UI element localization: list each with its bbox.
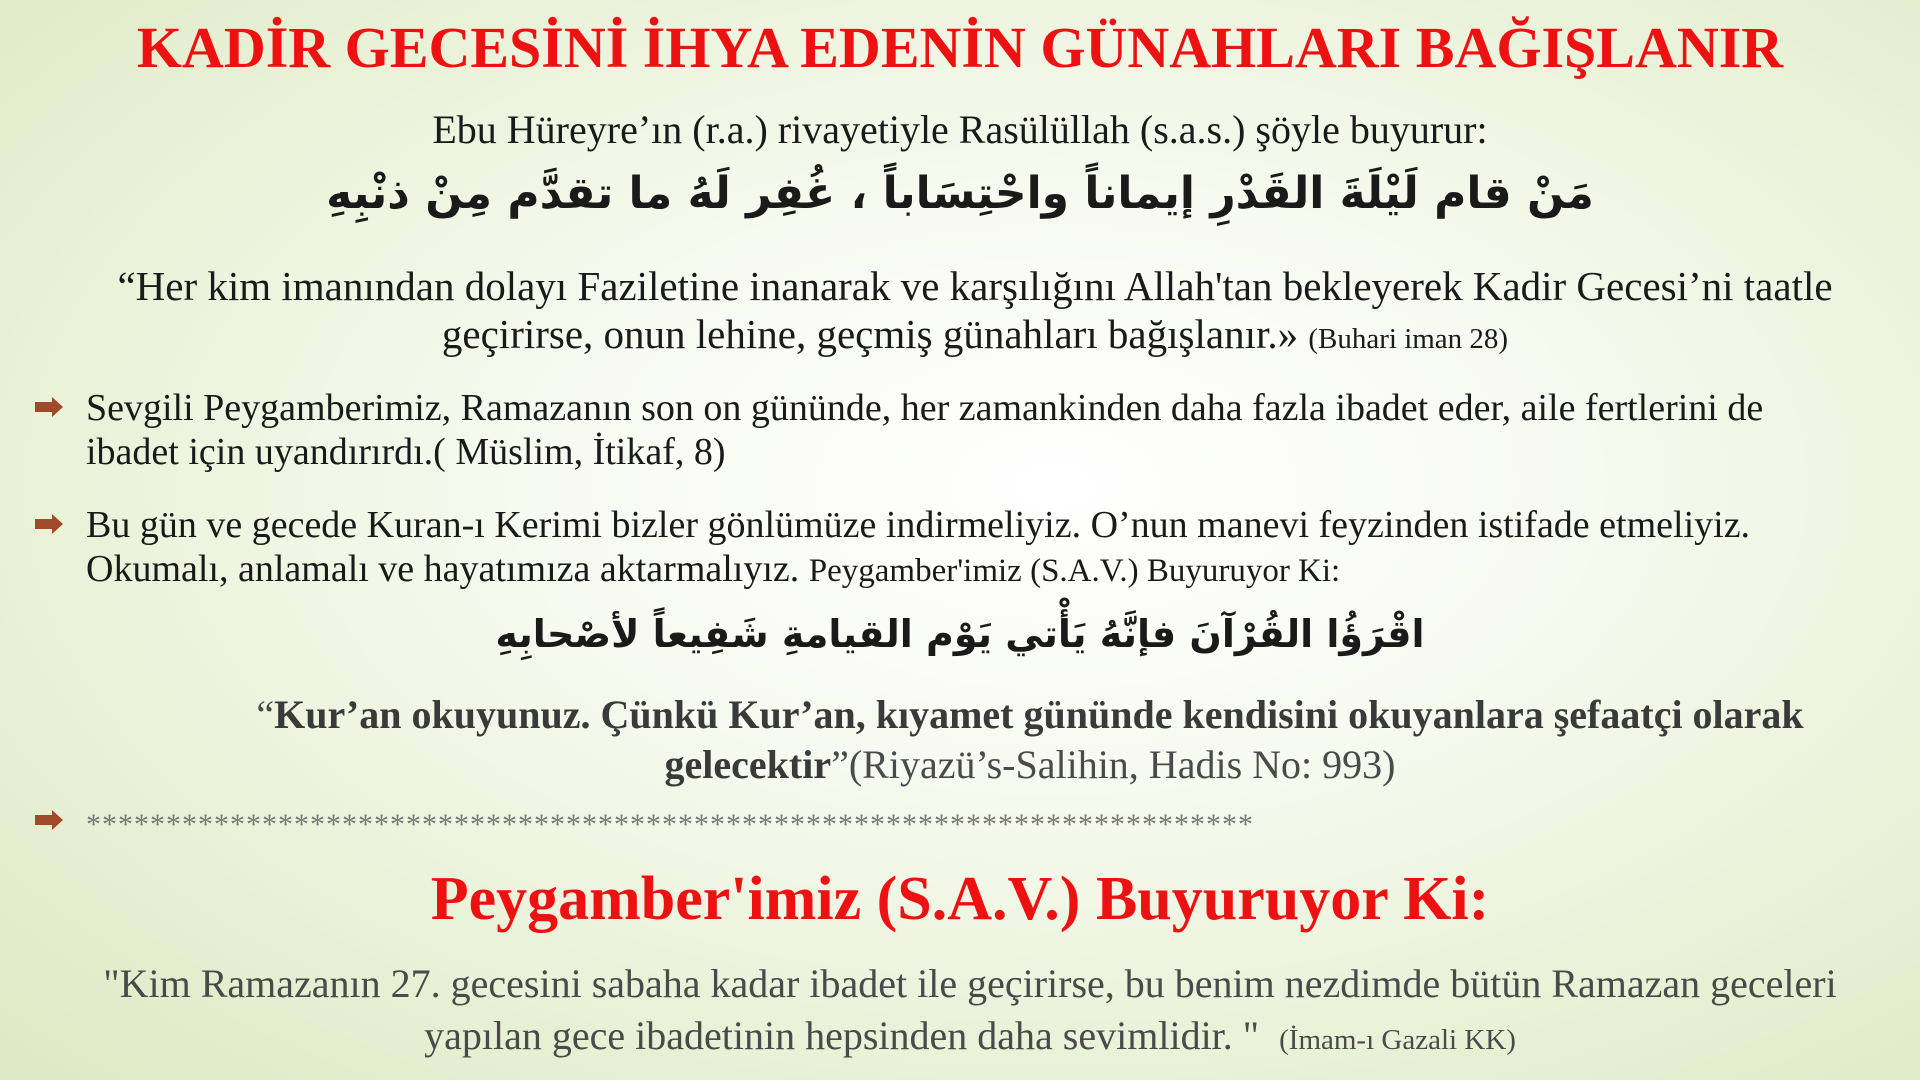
quote-open: “ xyxy=(256,692,275,737)
bullet-text-main: Bu gün ve gecede Kuran-ı Kerimi bizler gönlümüze indirmeliyiz. O’nun manevi feyzinden istifade etmeliyiz. Okumalı, anlamalı ve hayatımıza aktarmalıyız. xyxy=(86,504,1751,590)
bullet-item xyxy=(34,503,1834,593)
quote-gazali xyxy=(90,958,1850,1066)
bullet-item xyxy=(34,386,1834,474)
hadith-source-1: (Buhari iman 28) xyxy=(1308,323,1509,355)
bullet-text xyxy=(86,503,1834,593)
slide-title: KADİR GECESİNİ İHYA EDENİN GÜNAHLARI BAĞIŞLANIR xyxy=(136,15,1784,80)
hadith-source-2: ”(Riyazü’s-Salihin, Hadis No: 993) xyxy=(831,742,1396,787)
arrow-bullet-icon xyxy=(34,809,64,831)
hadith-arabic-2: اقْرَؤُا القُرْآنَ فإنَّهُ يَأْتي يَوْم القيامةِ شَفِيعاً لأصْحابِهِ xyxy=(495,612,1425,656)
bullet-item xyxy=(34,803,1834,847)
quote-gazali-text: "Kim Ramazanın 27. gecesini sabaha kadar ibadet ile geçirirse, bu benim nezdimde bütün Ramazan geceleri yapılan gece ibadetinin hepsinden daha sevimlidir. " xyxy=(103,961,1837,1058)
hadith-translation-2-bold: Kur’an okuyunuz. Çünkü Kur’an, kıyamet gününde kendisini okuyanlara şefaatçi olarak gelecektir xyxy=(274,692,1804,787)
hadith-translation-1 xyxy=(110,262,1840,363)
section-heading: Peygamber'imiz (S.A.V.) Buyuruyor Ki: xyxy=(430,865,1490,933)
arrow-bullet-icon xyxy=(34,513,64,535)
quote-gazali-source: (İmam-ı Gazali KK) xyxy=(1279,1024,1516,1056)
hadith-translation-1-text: “Her kim imanından dolayı Faziletine inanarak ve karşılığını Allah'tan bekleyerek Kadir Gecesi’ni taatle geçirirse, onun lehine, geçmiş günahları bağışlanır.» xyxy=(117,263,1833,357)
hadith-translation-2 xyxy=(240,690,1820,790)
hadith-arabic-1: مَنْ قام لَيْلَةَ القَدْرِ إيماناً واحْتِسَاباً ، غُفِر لَهُ ما تقدَّم مِنْ ذنْبِهِ xyxy=(326,168,1594,219)
separator-stars: ************************************************************************* xyxy=(86,808,1254,841)
narrator-line: Ebu Hüreyre’ın (r.a.) rivayetiyle Rasülüllah (s.a.s.) şöyle buyurur: xyxy=(432,107,1488,152)
bullet-text: Sevgili Peygamberimiz, Ramazanın son on gününde, her zamankinden daha fazla ibadet eder, aile fertlerini de ibadet için uyandırırdı.( Müslim, İtikaf, 8) xyxy=(86,387,1764,473)
bullet-text-small: Peygamber'imiz (S.A.V.) Buyuruyor Ki: xyxy=(808,553,1341,589)
arrow-bullet-icon xyxy=(34,396,64,418)
